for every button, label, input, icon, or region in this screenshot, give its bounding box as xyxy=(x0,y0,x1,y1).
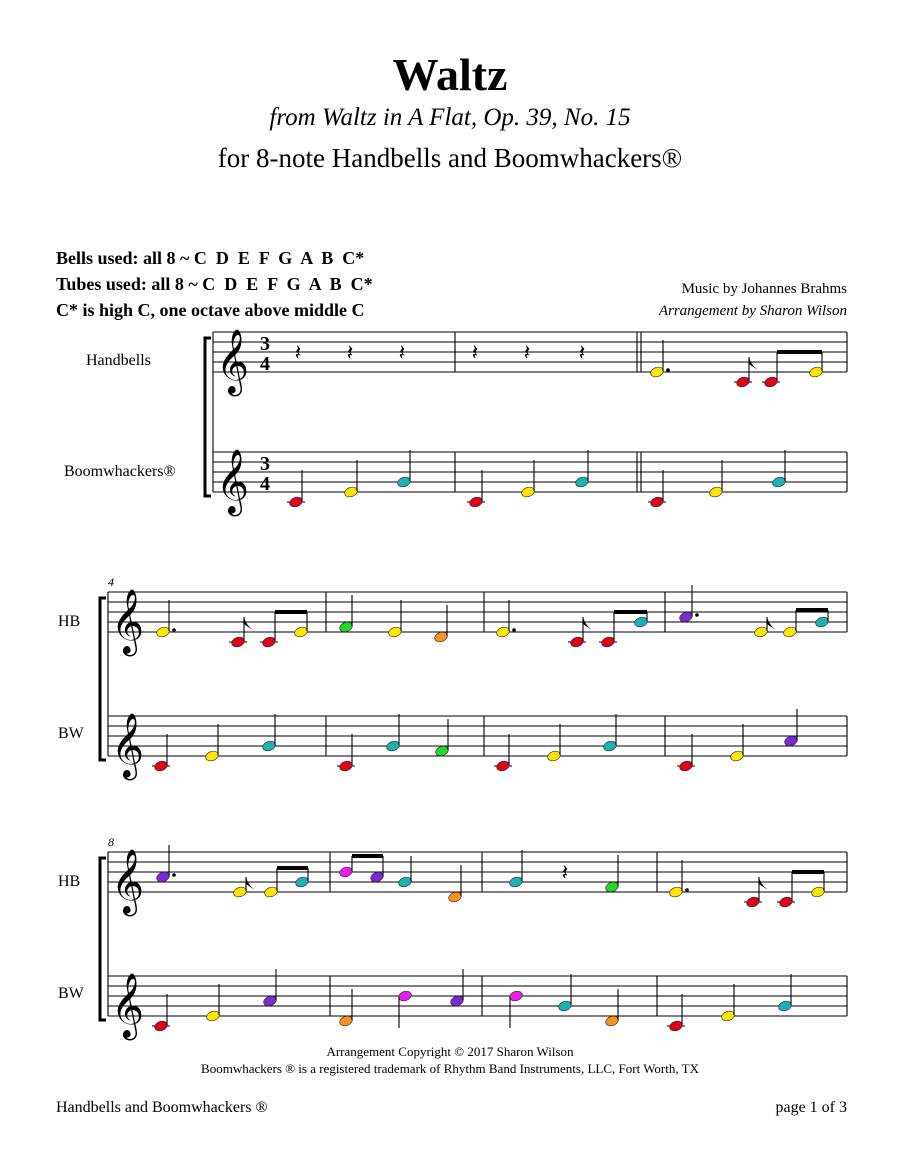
note-G xyxy=(397,875,412,888)
footer-trademark: Boomwhackers ® is a registered trademark of Rhythm Band Instruments, LLC, Fort Worth, TX xyxy=(201,1061,699,1076)
note-E xyxy=(782,625,797,638)
time-signature-top: 3 xyxy=(260,453,270,475)
footer-title: Handbells and Boomwhackers ® xyxy=(56,1099,268,1116)
note-E xyxy=(546,749,561,762)
eighth-flag-icon xyxy=(583,617,592,630)
note-G xyxy=(557,999,572,1012)
footer-copyright: Arrangement Copyright © 2017 Sharon Wilson xyxy=(326,1044,574,1059)
note-G xyxy=(508,875,523,888)
note-C xyxy=(468,495,483,508)
note-G xyxy=(771,475,786,488)
quarter-rest-icon: 𝄽 xyxy=(471,341,479,366)
note-C xyxy=(495,759,510,772)
note-G xyxy=(261,739,276,752)
augmentation-dot xyxy=(172,628,176,632)
instrumentation-line: for 8-note Handbells and Boomwhackers® xyxy=(217,143,683,173)
page-subtitle: from Waltz in A Flat, Op. 39, No. 15 xyxy=(269,104,631,131)
note-C xyxy=(678,759,693,772)
quarter-rest-icon: 𝄽 xyxy=(561,861,569,886)
note-C xyxy=(735,375,750,388)
tubes-used-line: Tubes used: all 8 ~ C D E F G A B C* xyxy=(56,274,373,294)
treble-clef-icon: 𝄞 xyxy=(111,849,145,914)
note-C xyxy=(763,375,778,388)
note-E xyxy=(205,1009,220,1022)
eighth-flag-icon xyxy=(244,617,253,630)
note-G xyxy=(777,999,792,1012)
instrument-label-bw: BW xyxy=(58,985,84,1002)
eighth-flag-icon xyxy=(246,877,255,890)
quarter-rest-icon: 𝄽 xyxy=(294,341,302,366)
note-C xyxy=(153,759,168,772)
note-B xyxy=(508,989,523,1002)
time-signature-bottom: 4 xyxy=(260,473,270,495)
note-E xyxy=(649,365,664,378)
note-E xyxy=(155,625,170,638)
note-G xyxy=(294,875,309,888)
eighth-flag-icon xyxy=(759,877,768,890)
augmentation-dot xyxy=(685,888,689,892)
page-number: page 1 of 3 xyxy=(775,1099,847,1116)
note-B xyxy=(338,865,353,878)
system-bracket xyxy=(100,858,106,1020)
augmentation-dot xyxy=(172,873,176,877)
note-C xyxy=(338,759,353,772)
note-E xyxy=(204,749,219,762)
treble-clef-icon: 𝄞 xyxy=(216,329,250,394)
note-C xyxy=(745,895,760,908)
note-E xyxy=(343,485,358,498)
treble-clef-icon: 𝄞 xyxy=(111,713,145,778)
note-C xyxy=(600,635,615,648)
note-C xyxy=(288,495,303,508)
note-C xyxy=(261,635,276,648)
eighth-flag-icon xyxy=(767,617,776,630)
quarter-rest-icon: 𝄽 xyxy=(398,341,406,366)
note-E xyxy=(232,885,247,898)
arranger-credit: Arrangement by Sharon Wilson xyxy=(658,303,847,319)
note-C xyxy=(668,1019,683,1032)
note-E xyxy=(810,885,825,898)
note-E xyxy=(520,485,535,498)
instrument-label-hb: HB xyxy=(58,873,81,890)
note-C xyxy=(569,635,584,648)
note-C xyxy=(230,635,245,648)
augmentation-dot xyxy=(666,368,670,372)
measure-number: 8 xyxy=(108,835,114,849)
note-G xyxy=(396,475,411,488)
note-G xyxy=(574,475,589,488)
note-E xyxy=(293,625,308,638)
note-E xyxy=(495,625,510,638)
note-E xyxy=(720,1009,735,1022)
note-G xyxy=(633,615,648,628)
quarter-rest-icon: 𝄽 xyxy=(523,341,531,366)
note-G xyxy=(602,739,617,752)
note-E xyxy=(263,885,278,898)
quarter-rest-icon: 𝄽 xyxy=(578,341,586,366)
instrument-label-boomwhackers: Boomwhackers® xyxy=(64,463,176,480)
composer-credit: Music by Johannes Brahms xyxy=(681,281,847,297)
quarter-rest-icon: 𝄽 xyxy=(346,341,354,366)
note-E xyxy=(753,625,768,638)
note-E xyxy=(708,485,723,498)
note-E xyxy=(729,749,744,762)
augmentation-dot xyxy=(512,628,516,632)
augmentation-dot xyxy=(695,613,699,617)
measure-number: 4 xyxy=(108,575,114,589)
time-signature-top: 3 xyxy=(260,333,270,355)
note-E xyxy=(668,885,683,898)
treble-clef-icon: 𝄞 xyxy=(111,589,145,654)
instrument-label-bw: BW xyxy=(58,725,84,742)
high-c-note-line: C* is high C, one octave above middle C xyxy=(56,300,365,320)
note-C xyxy=(778,895,793,908)
page-title: Waltz xyxy=(392,49,508,100)
note-E xyxy=(808,365,823,378)
note-G xyxy=(814,615,829,628)
note-G xyxy=(385,739,400,752)
instrument-label-hb: HB xyxy=(58,613,81,630)
treble-clef-icon: 𝄞 xyxy=(111,973,145,1038)
treble-clef-icon: 𝄞 xyxy=(216,449,250,514)
bells-used-line: Bells used: all 8 ~ C D E F G A B C* xyxy=(56,248,365,268)
system-bracket xyxy=(205,338,211,496)
instrument-label-handbells: Handbells xyxy=(86,352,151,369)
note-C xyxy=(153,1019,168,1032)
note-B xyxy=(397,989,412,1002)
eighth-flag-icon xyxy=(749,357,758,370)
time-signature-bottom: 4 xyxy=(260,353,270,375)
note-C xyxy=(649,495,664,508)
note-E xyxy=(387,625,402,638)
system-bracket xyxy=(100,598,106,760)
